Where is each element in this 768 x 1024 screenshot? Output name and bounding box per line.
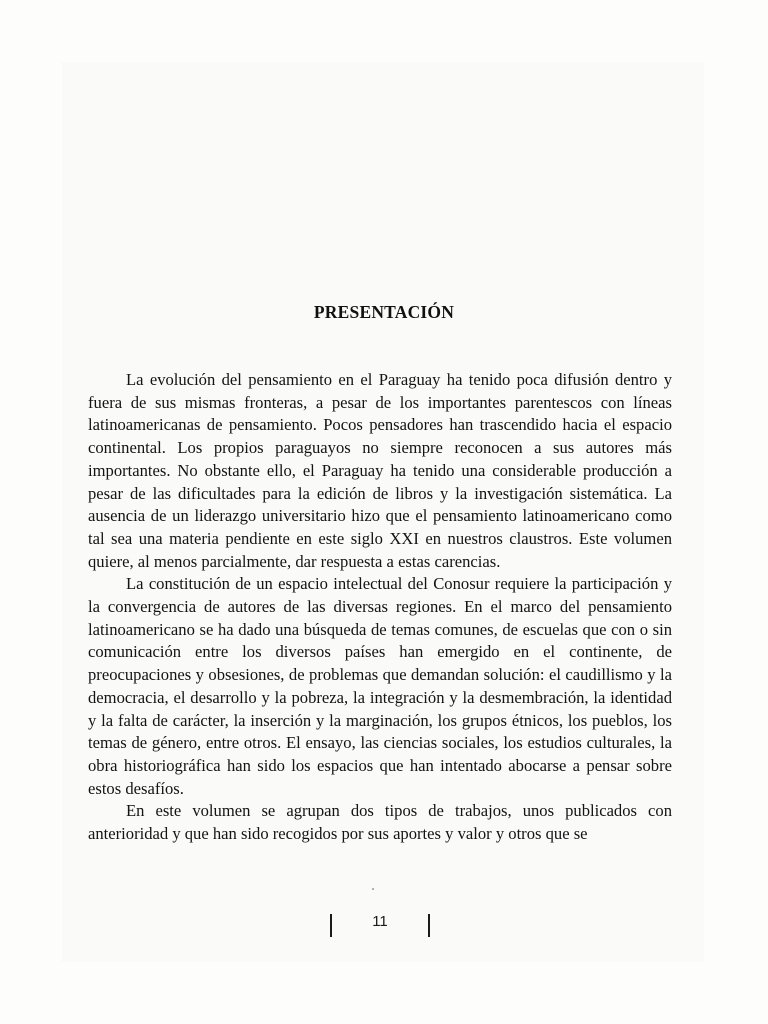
paragraph-1: La evolución del pensamiento en el Paraguay ha tenido poca difusión dentro y fuera de sus mismas fronteras, a pesar de los importantes parentescos con líneas latinoamericanas de pensamiento. Pocos pensadores han trascendido hacia el espacio continental. Los propios paraguayos no siempre reconocen a sus autores más importantes. No obstante ello, el Paraguay ha tenido una considerable producción a pesar de las dificultades para la edición de libros y la investigación sistemática. La ausencia de un liderazgo universitario hizo que el pensamiento latinoamericano como tal sea una materia pendiente en este siglo XXI en nuestros claustros. Este volumen quiere, al menos parcialmente, dar respuesta a estas carencias. xyxy=(88,370,672,571)
section-title: PRESENTACIÓN xyxy=(313,302,455,322)
footer-rule-right xyxy=(428,914,430,937)
body-text xyxy=(88,369,672,846)
paragraph-3: En este volumen se agrupan dos tipos de trabajos, unos publicados con anterioridad y que han sido recogidos por sus aportes y valor y otros que se xyxy=(88,801,672,844)
paragraph-2: La constitución de un espacio intelectual del Conosur requiere la participación y la convergencia de autores de las diversas regiones. En el marco del pensamiento latinoamericano se ha dado una búsqueda de temas comunes, de escuelas que con o sin comunicación entre los diversos países han emergido en el continente, de preocupaciones y obsesiones, de problemas que demandan solución: el caudillismo y la democracia, el desarrollo y la pobreza, la integración y la desmembración, la identidad y la falta de carácter, la inserción y la marginación, los grupos étnicos, los pueblos, los temas de género, entre otros. El ensayo, las ciencias sociales, los estudios culturales, la obra historiográfica han sido los espacios que han intentado abocarse a pensar sobre estos desafíos. xyxy=(88,574,672,798)
page-footer xyxy=(0,910,768,940)
footer-rule-left xyxy=(330,914,332,937)
page-number: 11 xyxy=(372,913,388,930)
scan-speck xyxy=(372,888,374,890)
